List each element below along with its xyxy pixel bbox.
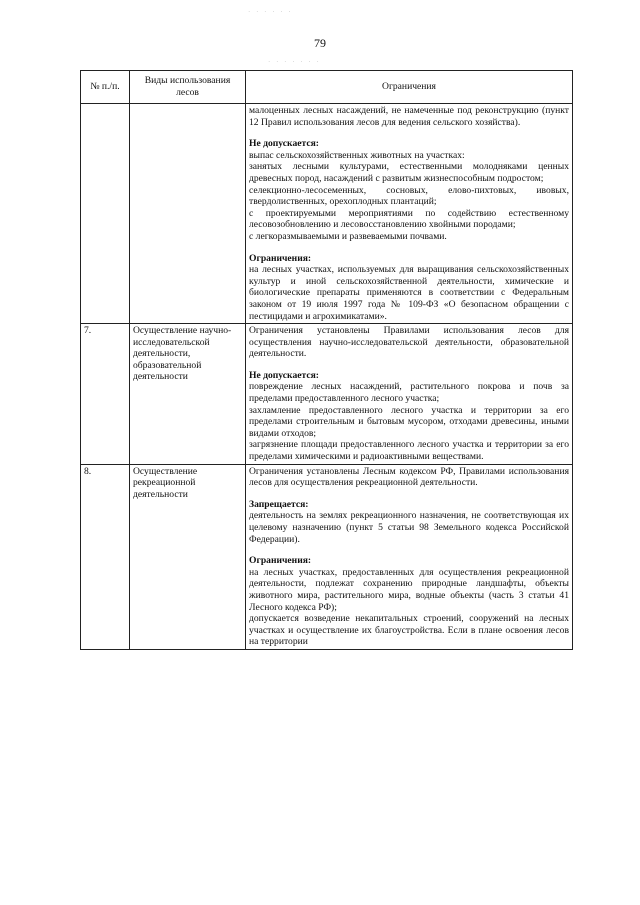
table-row — [81, 104, 573, 324]
column-header-restrictions: Ограничения — [246, 71, 573, 104]
paragraph: деятельность на землях рекреационного назначения, не соответствующая их целевому назначению (пункт 5 статьи 98 Земельного кодекса Российской Федерации). — [249, 510, 569, 545]
restrictions-cell — [246, 324, 573, 465]
section-heading: Запрещается: — [249, 498, 309, 510]
use-type-cell — [130, 104, 246, 324]
paragraph: повреждение лесных насаждений, растительного покрова и почв за пределами предоставленного лесного участка; — [249, 381, 569, 405]
use-type-cell: Осуществление научно-исследовательской деятельности, образовательной деятельности — [130, 324, 246, 465]
section-heading: Не допускается: — [249, 369, 319, 381]
restrictions-table — [80, 70, 573, 650]
paragraph: Ограничения установлены Лесным кодексом РФ, Правилами использования лесов для осуществления рекреационной деятельности. — [249, 465, 569, 489]
paragraph: допускается возведение некапитальных строений, сооружений на лесных участках и осуществление их благоустройства. Если в плане освоения лесов на территории — [249, 613, 569, 648]
row-number — [81, 104, 130, 324]
row-number: 7. — [81, 324, 130, 465]
table-header-row — [81, 71, 573, 104]
page-number: 79 — [314, 36, 326, 50]
table-row — [81, 464, 573, 649]
paragraph: Ограничения установлены Правилами использования лесов для осуществления научно-исследовательской деятельности, образовательной деятельности. — [249, 325, 569, 360]
column-header-number: № п./п. — [81, 71, 130, 104]
row-number: 8. — [81, 464, 130, 649]
paragraph: с легкоразмываемыми и развеваемыми почвами. — [249, 230, 447, 242]
table-row — [81, 324, 573, 465]
section-heading: Ограничения: — [249, 555, 312, 567]
column-header-use-type: Виды использования лесов — [130, 71, 246, 104]
section-heading: Не допускается: — [249, 138, 319, 150]
paragraph: малоценных лесных насаждений, не намеченные под реконструкцию (пункт 12 Правил использования лесов для ведения сельского хозяйства). — [249, 105, 569, 128]
paragraph: на лесных участках, предоставленных для осуществления рекреационной деятельности, подлежат сохранению природные ландшафты, объекты животного мира, растительного мира, водные объекты (часть 3 статьи 41 Лесного кодекса РФ); — [249, 566, 569, 613]
paragraph: загрязнение площади предоставленного лесного участка и территории за его пределами химическими и радиоактивными веществами. — [249, 439, 569, 463]
scan-artifact: · · · · · · — [248, 8, 293, 16]
paragraph: на лесных участках, используемых для выращивания сельскохозяйственных культур и иной сельскохозяйственной деятельности, химические и биологические препараты применяются в соответствии с Федеральным законом от 19 июля 1997 года № 109-ФЗ «О безопасном обращении с пестицидами и агрохимикатами». — [249, 264, 569, 322]
restrictions-cell — [246, 464, 573, 649]
paragraph: выпас сельскохозяйственных животных на участках: — [249, 149, 465, 161]
paragraph: селекционно-лесосеменных, сосновых, елово-пихтовых, ивовых, твердолиственных, орехоплодных плантаций; — [249, 184, 569, 208]
paragraph: занятых лесными культурами, естественными молодняками ценных древесных пород, насаждений с развитым жизнеспособным подростом; — [249, 161, 569, 184]
restrictions-cell — [246, 104, 573, 324]
use-type-cell: Осуществление рекреационной деятельности — [130, 464, 246, 649]
paragraph: с проектируемыми мероприятиями по содействию естественному лесовозобновлению и лесовосстановлению хвойными породами; — [249, 207, 569, 231]
section-heading: Ограничения: — [249, 252, 312, 264]
scan-artifact: · · · · · · · — [268, 58, 321, 66]
paragraph: захламление предоставленного лесного участка и территории за его пределами строительным и бытовым мусором, отходами древесины, иными видами отходов; — [249, 404, 569, 439]
